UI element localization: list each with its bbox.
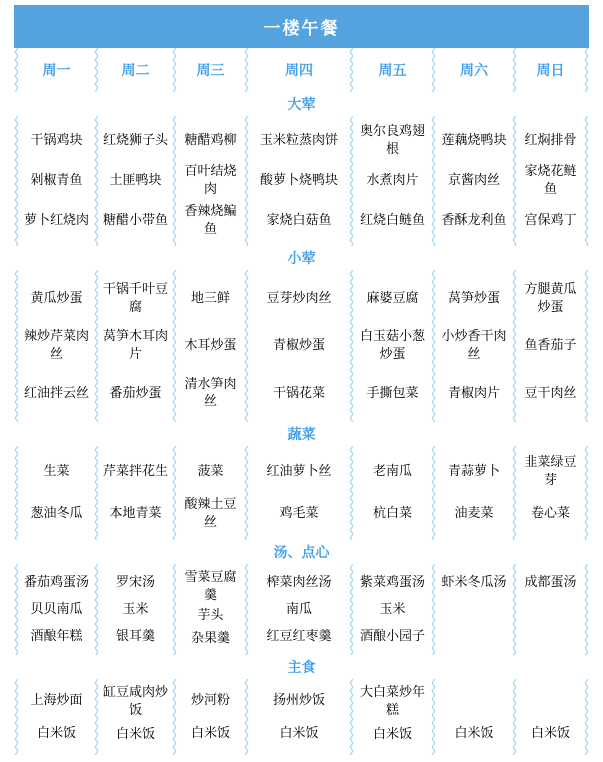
dish-item: 芹菜拌花生: [102, 464, 168, 480]
dish-item: 香酥龙利鱼: [441, 213, 507, 229]
menu-cell: [517, 564, 584, 655]
menu-cell: [99, 270, 172, 422]
dish-item: 酒酿小园子: [359, 628, 425, 644]
dish-item: 红油拌云丝: [23, 385, 89, 401]
day-header: 周四: [285, 63, 313, 79]
dish-item: 鸡毛菜: [279, 506, 319, 522]
dish-item: 杂果羹: [190, 630, 230, 646]
menu-cell: [177, 270, 244, 422]
dish-item: 青蒜萝卜: [447, 464, 500, 480]
menu-cell: [354, 679, 431, 755]
section-row: [14, 116, 589, 246]
dish-item: 红油萝卜丝: [266, 464, 332, 480]
menu-cell: [99, 679, 172, 755]
section-label: 主食: [287, 660, 316, 676]
dish-item: 番茄炒蛋: [109, 385, 162, 401]
dish-item: 罗宋汤: [115, 574, 155, 590]
dish-item: 玉米: [122, 601, 149, 617]
zigzag-divider: [584, 116, 589, 246]
dish-item: 扬州炒饭: [272, 692, 325, 708]
day-header: 周六: [460, 63, 488, 79]
dish-item: 香辣烧鳊鱼: [184, 204, 237, 237]
menu-cell: [177, 679, 244, 755]
dish-item: 葱油冬瓜: [30, 506, 83, 522]
menu-cell: [249, 116, 349, 246]
dish-item: 地三鲜: [190, 290, 230, 306]
dish-item: 土匪鸭块: [109, 173, 162, 189]
day-header-row: [14, 48, 589, 92]
dish-item: 本地青菜: [109, 506, 162, 522]
dish-item: 奥尔良鸡翅根: [359, 124, 425, 157]
dish-item: 酸萝卜烧鸭块: [259, 173, 338, 189]
section-label: 汤、点心: [273, 545, 330, 561]
dish-item: 卷心菜: [530, 506, 570, 522]
menu-cell: [19, 679, 94, 755]
dish-item: 木耳炒蛋: [184, 338, 237, 354]
menu-sections: [14, 92, 589, 755]
dish-item: 大白菜炒年糕: [359, 685, 425, 718]
dish-item: [517, 596, 584, 623]
dish-item: 白米饭: [190, 725, 230, 741]
day-header: 周二: [121, 63, 150, 79]
menu-cell: [19, 564, 94, 655]
dish-item: 莲藕烧鸭块: [441, 133, 507, 149]
menu-cell: [99, 564, 172, 655]
menu-cell: [99, 446, 172, 540]
dish-item: 白米饭: [115, 726, 155, 742]
dish-item: 白米饭: [454, 725, 494, 741]
menu-cell: [177, 446, 244, 540]
dish-item: [436, 684, 512, 717]
dish-item: 成都蛋汤: [524, 574, 577, 590]
day-header: 周一: [42, 63, 71, 79]
dish-item: 方腿黄瓜炒蛋: [524, 282, 577, 315]
dish-item: 家烧白菇鱼: [266, 213, 332, 229]
menu-cell: [19, 270, 94, 422]
dish-item: 菠菜: [197, 464, 224, 480]
dish-item: 炒河粉: [190, 692, 230, 708]
menu-cell: [249, 679, 349, 755]
dish-item: 老南瓜: [372, 464, 412, 480]
dish-item: 百叶结烧肉: [184, 164, 237, 197]
dish-item: 黄瓜炒蛋: [30, 290, 83, 306]
dish-item: 虾米冬瓜汤: [441, 574, 507, 590]
section-label: 小荤: [287, 251, 316, 267]
menu-cell: [436, 116, 512, 246]
dish-item: 莴笋木耳肉片: [102, 329, 168, 362]
menu-cell: [249, 446, 349, 540]
dish-item: [517, 623, 584, 650]
menu-cell: [354, 116, 431, 246]
dish-item: 辣炒芹菜肉丝: [23, 329, 89, 362]
dish-item: 贝贝南瓜: [30, 601, 83, 617]
menu-cell: [19, 446, 94, 540]
dish-item: 红豆红枣羹: [266, 628, 332, 644]
dish-item: 白米饭: [36, 725, 76, 741]
section-label: 蔬菜: [287, 427, 316, 443]
dish-item: [436, 596, 512, 623]
dish-item: 酒酿年糕: [30, 628, 83, 644]
dish-item: 白米饭: [279, 725, 319, 741]
dish-item: 番茄鸡蛋汤: [23, 574, 89, 590]
dish-item: 清水笋肉丝: [184, 376, 237, 410]
section-label: 大荤: [287, 97, 316, 113]
dish-item: 青椒肉片: [447, 385, 500, 401]
dish-item: 白米饭: [372, 726, 412, 742]
dish-item: 豆芽炒肉丝: [266, 290, 332, 306]
menu-cell: [354, 270, 431, 422]
menu-cell: [19, 116, 94, 246]
lunch-menu-table: [14, 5, 589, 755]
page-title: 一楼午餐: [14, 5, 589, 48]
dish-item: 糖醋鸡柳: [184, 133, 237, 149]
dish-item: 家烧花鲢鱼: [524, 164, 577, 197]
dish-item: 生菜: [43, 464, 70, 480]
dish-item: 红焖排骨: [524, 133, 577, 149]
day-header: 周三: [196, 63, 225, 79]
dish-item: 干锅花菜: [272, 385, 325, 401]
dish-item: [517, 684, 584, 717]
dish-item: 榨菜肉丝汤: [266, 574, 332, 590]
dish-item: 紫菜鸡蛋汤: [359, 574, 425, 590]
dish-item: 麻婆豆腐: [366, 290, 419, 306]
dish-item: 干锅千叶豆腐: [102, 282, 168, 315]
menu-cell: [177, 564, 244, 655]
dish-item: 玉米粒蒸肉饼: [259, 133, 338, 149]
dish-item: 白米饭: [530, 725, 570, 741]
dish-item: 豆干肉丝: [524, 385, 577, 401]
day-header: 周五: [378, 63, 407, 79]
dish-item: 青椒炒蛋: [272, 338, 325, 354]
menu-cell: [249, 270, 349, 422]
dish-item: 南瓜: [285, 601, 312, 617]
dish-item: 干锅鸡块: [30, 133, 83, 149]
menu-cell: [249, 564, 349, 655]
menu-cell: [517, 679, 584, 755]
dish-item: 上海炒面: [30, 692, 83, 708]
section-row: [14, 564, 589, 655]
dish-item: [436, 623, 512, 650]
dish-item: 京酱肉丝: [447, 173, 500, 189]
dish-item: 小炒香干肉丝: [441, 329, 507, 362]
dish-item: 红烧白鲢鱼: [359, 213, 425, 229]
menu-cell: [436, 446, 512, 540]
zigzag-divider: [584, 446, 589, 540]
dish-item: 鱼香茄子: [524, 338, 577, 354]
section-row: [14, 270, 589, 422]
menu-cell: [99, 116, 172, 246]
dish-item: 白玉菇小葱炒蛋: [359, 329, 425, 362]
zigzag-divider: [584, 48, 589, 92]
menu-cell: [436, 679, 512, 755]
zigzag-divider: [584, 679, 589, 755]
dish-item: 韭菜绿豆芽: [524, 455, 577, 488]
menu-cell: [436, 564, 512, 655]
dish-item: 宫保鸡丁: [524, 213, 577, 229]
zigzag-divider: [584, 564, 589, 655]
dish-item: 糖醋小带鱼: [102, 213, 168, 229]
menu-cell: [517, 270, 584, 422]
menu-cell: [354, 446, 431, 540]
dish-item: 玉米: [379, 601, 406, 617]
section-row: [14, 446, 589, 540]
dish-item: 酸辣土豆丝: [184, 497, 237, 530]
dish-item: 缸豆咸肉炒饭: [102, 685, 168, 718]
dish-item: 油麦菜: [454, 506, 494, 522]
menu-cell: [436, 270, 512, 422]
dish-item: 莴笋炒蛋: [447, 290, 500, 306]
dish-item: 杭白菜: [372, 506, 412, 522]
menu-cell: [354, 564, 431, 655]
dish-item: 手撕包菜: [366, 385, 419, 401]
dish-item: 红烧狮子头: [102, 133, 168, 149]
dish-item: 水煮肉片: [366, 173, 419, 189]
dish-item: 雪菜豆腐羹: [184, 570, 237, 603]
menu-cell: [517, 116, 584, 246]
section-row: [14, 679, 589, 755]
dish-item: 芋头: [197, 607, 224, 623]
menu-cell: [177, 116, 244, 246]
zigzag-divider: [584, 270, 589, 422]
dish-item: 萝卜红烧肉: [23, 213, 89, 229]
menu-cell: [517, 446, 584, 540]
dish-item: 剁椒青鱼: [30, 173, 83, 189]
dish-item: 银耳羹: [115, 628, 155, 644]
day-header: 周日: [536, 63, 565, 79]
